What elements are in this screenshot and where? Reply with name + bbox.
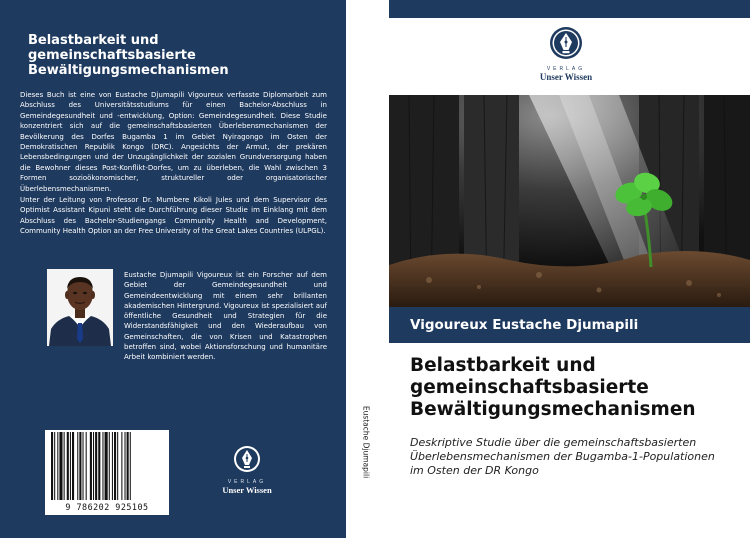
isbn-number: 9 786202 925105: [65, 502, 149, 512]
spine-author: Eustache Djumapili: [361, 405, 371, 479]
book-subtitle: [410, 436, 745, 478]
fountain-pen-nib-icon: [549, 26, 583, 60]
author-name: Vigoureux Eustache Djumapili: [410, 317, 639, 333]
publisher-name: Unser Wissen: [539, 72, 593, 82]
back-cover-title: [28, 33, 328, 78]
cover-image-clover-forest: [389, 95, 750, 307]
publisher-verlag-label: VERLAG: [546, 66, 586, 72]
book-title: [410, 355, 745, 421]
book-description-paragraph: Dieses Buch ist eine von Eustache Djumapili Vigoureux verfasste Diplomarbeit zum Abschluss des Universitätsstudiums für einen Bachelor-Abschluss in Gemeindegesundheit und -entwicklung, Option: Gemeindegesundheit. Diese Studie konzentriert sich auf die gemeinschaftsbasierten Überlebensmechanismen der Bevölkerung des Dorfes Bugamba 1 im Gebiet Nyiragongo im Osten der Demokratischen Republik Kongo (DRC). Angesichts der Armut, der prekären Lebensbedingungen und der Unzugänglichkeit der sozialen Grundversorgung haben die Bewohner dieses Post-Konflikt-Dorfes, um zu überleben, die Wahl zwischen 3 Formen sozioökonomischer, struktureller oder organisatorischer Überlebensmechanismen.: [20, 91, 327, 193]
publisher-logo: [530, 26, 602, 84]
subtitle-line: im Osten der DR Kongo: [410, 464, 539, 477]
back-cover: [0, 0, 346, 538]
author-band: [389, 307, 750, 343]
publisher-verlag-label: VERLAG: [227, 479, 267, 485]
back-title-line: gemeinschaftsbasierte: [28, 48, 196, 63]
title-line: Belastbarkeit und: [410, 355, 596, 376]
title-line: Bewältigungsmechanismen: [410, 399, 696, 420]
back-title-line: Belastbarkeit und: [28, 33, 159, 48]
book-description-paragraph: Unter der Leitung von Professor Dr. Mumbere Kikoli Jules und dem Supervisor des Optimist Assistant Kipuni steht die Durchführung dieser Studie im Einklang mit dem Abschluss des Bachelor-Studiengangs Community Health and Development, Community Health Option an der Free University of the Great Lakes Countries (ULPGL).: [20, 196, 327, 236]
subtitle-line: Überlebensmechanismen der Bugamba-1-Populationen: [410, 450, 715, 463]
subtitle-line: Deskriptive Studie über die gemeinschaftsbasierten: [410, 436, 697, 449]
author-biography: Eustache Djumapili Vigoureux ist ein Forscher auf dem Gebiet der Gemeindegesundheit und Gemeindeentwicklung mit einem sehr brillanten akademischen Hintergrund. Vigoureux ist spezialisiert auf öffentliche Gesundheit und Strategien für die Widerstandsfähigkeit und den Wiederaufbau von Gemeinschaften, die von Krisen und Katastrophen betroffen sind, wobei Aktionsforschung und humanitäre Arbeit kombiniert werden.: [124, 271, 327, 362]
isbn-barcode: [45, 430, 169, 515]
book-spine: [346, 0, 386, 538]
title-line: gemeinschaftsbasierte: [410, 377, 649, 398]
publisher-logo: [212, 445, 282, 495]
fountain-pen-nib-icon: [233, 445, 261, 473]
publisher-name: Unser Wissen: [222, 485, 272, 495]
barcode-bars: [47, 432, 167, 502]
front-top-bar: [389, 0, 750, 18]
author-photo: [47, 269, 113, 346]
back-title-line: Bewältigungsmechanismen: [28, 63, 229, 78]
